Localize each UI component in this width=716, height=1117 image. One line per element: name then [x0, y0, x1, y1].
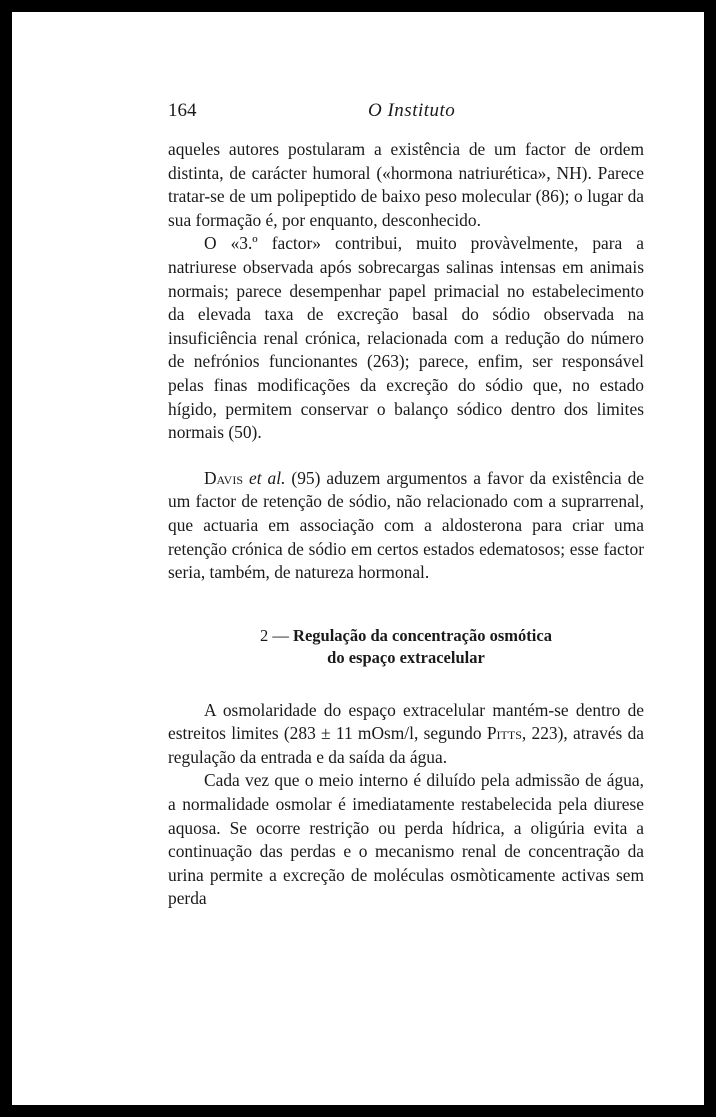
section-number: 2 —	[260, 625, 294, 645]
paragraph-osmolarity-before: A osmolaridade do espaço extracelular mantém-se dentro de estreitos limites (283 ± 11 mOsm/l, segundo	[168, 699, 644, 744]
paragraph-osmolarity	[168, 699, 644, 770]
section-title-line-2: do espaço extracelular	[327, 647, 485, 667]
paragraph-osmolarity-after: , 223), através da regulação da entrada e da saída da água.	[168, 723, 644, 767]
page-header	[168, 100, 650, 124]
paragraph-davis-text: (95) aduzem argumentos a favor da existência de um factor de retenção de sódio, não relacionado com a suprarrenal, que actuaria em associação com a aldosterona para criar uma retenção crónica de sódio em certos estados edematosos; esse factor seria, também, de natureza hormonal.	[168, 467, 644, 583]
paragraph-continuation: aqueles autores postularam a existência de um factor de ordem distinta, de carácter humoral («hormona natriurética», NH). Parece tratar-se de um polipeptido de baixo peso molecular (86); o lugar da sua formação é, por enquanto, desconhecido.	[168, 139, 644, 230]
body-text	[168, 138, 644, 911]
section-title-line-1: Regulação da concentração osmótica	[293, 625, 552, 645]
section-heading	[168, 625, 644, 669]
paragraph-dilution: Cada vez que o meio interno é diluído pela admissão de água, a normalidade osmolar é imediatamente restabelecida pela diurese aquosa. Se ocorre restrição ou perda hídrica, a oligúria evita a continuação das perdas e o mecanismo renal de concentração da urina permite a excreção de moléculas osmòticamente activas sem perda	[168, 770, 644, 909]
paragraph-third-factor: O «3.º factor» contribui, muito provàvelmente, para a natriurese observada após sobrecargas salinas intensas em animais normais; parece desempenhar papel primacial no estabelecimento da elevada taxa de excreção basal do sódio observada na insuficiência renal crónica, relacionada com a redução do número de nefrónios funcionantes (263); parece, enfim, ser responsável pelas finas modificações da excreção do sódio que, no estado hígido, permitem conservar o balanço sódico dentro dos limites normais (50).	[168, 233, 644, 443]
running-title: O Instituto	[368, 100, 456, 121]
page-number: 164	[168, 100, 197, 121]
section-heading-line-1	[168, 625, 644, 647]
paragraph-davis	[168, 467, 644, 585]
author-name: Davis	[204, 467, 244, 488]
et-al: et al.	[249, 467, 286, 488]
document-page	[12, 12, 704, 1105]
author-pitts: Pitts	[486, 723, 522, 744]
